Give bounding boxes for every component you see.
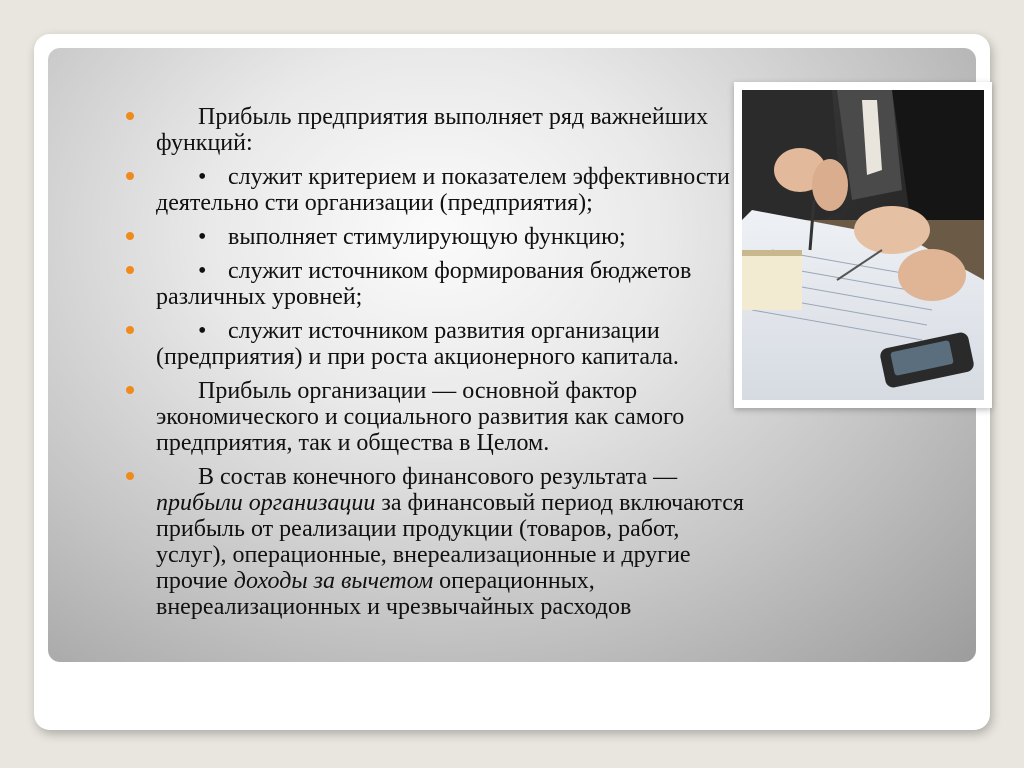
bullet-dot-icon	[126, 172, 134, 180]
list-item	[108, 104, 748, 156]
business-meeting-photo-icon	[742, 90, 984, 400]
item-text: выполняет стимулирующую функцию;	[228, 224, 626, 250]
bullet-dot-icon	[126, 472, 134, 480]
item-text: служит источником формирования бюджетов различных уровней;	[156, 258, 692, 310]
list-item	[108, 164, 748, 216]
bullet-dot-icon	[126, 386, 134, 394]
bullet-dot-icon	[126, 266, 134, 274]
bullet-list	[108, 104, 748, 628]
item-text-italic: прибыли организации	[156, 490, 376, 516]
bullet-dot-icon	[126, 232, 134, 240]
bullet-dot-icon	[126, 112, 134, 120]
bullet-dot-icon	[126, 326, 134, 334]
item-text: операционных, внереализационных и чрезвычайных расходов	[156, 568, 632, 620]
item-text: за финансовый период включаются прибыль от реализации продукции (товаров, работ, услуг), операционные, внереализационные и другие прочие	[156, 490, 744, 594]
item-text: служит критерием и показателем эффективности деятельно сти организации (предприятия);	[156, 164, 730, 216]
item-text: Прибыль организации — основной фактор экономического и социального развития как самого предприятия, так и общества в Целом.	[156, 378, 685, 456]
list-item	[108, 318, 748, 370]
item-text: Прибыль предприятия выполняет ряд важнейших функций:	[156, 104, 709, 156]
list-item	[108, 378, 748, 456]
sub-bullet-marker: •	[198, 258, 207, 284]
list-item	[108, 258, 748, 310]
sub-bullet-marker: •	[198, 318, 207, 344]
list-item	[108, 464, 748, 620]
item-text: В состав конечного финансового результата —	[198, 464, 678, 490]
item-text: служит источником развития организации (предприятия) и при роста акционерного капитала.	[156, 318, 679, 370]
list-item	[108, 224, 748, 250]
sub-bullet-marker: •	[198, 224, 207, 250]
photo-frame	[734, 82, 992, 408]
item-text-italic: доходы за вычетом	[233, 568, 434, 594]
sub-bullet-marker: •	[198, 164, 207, 190]
